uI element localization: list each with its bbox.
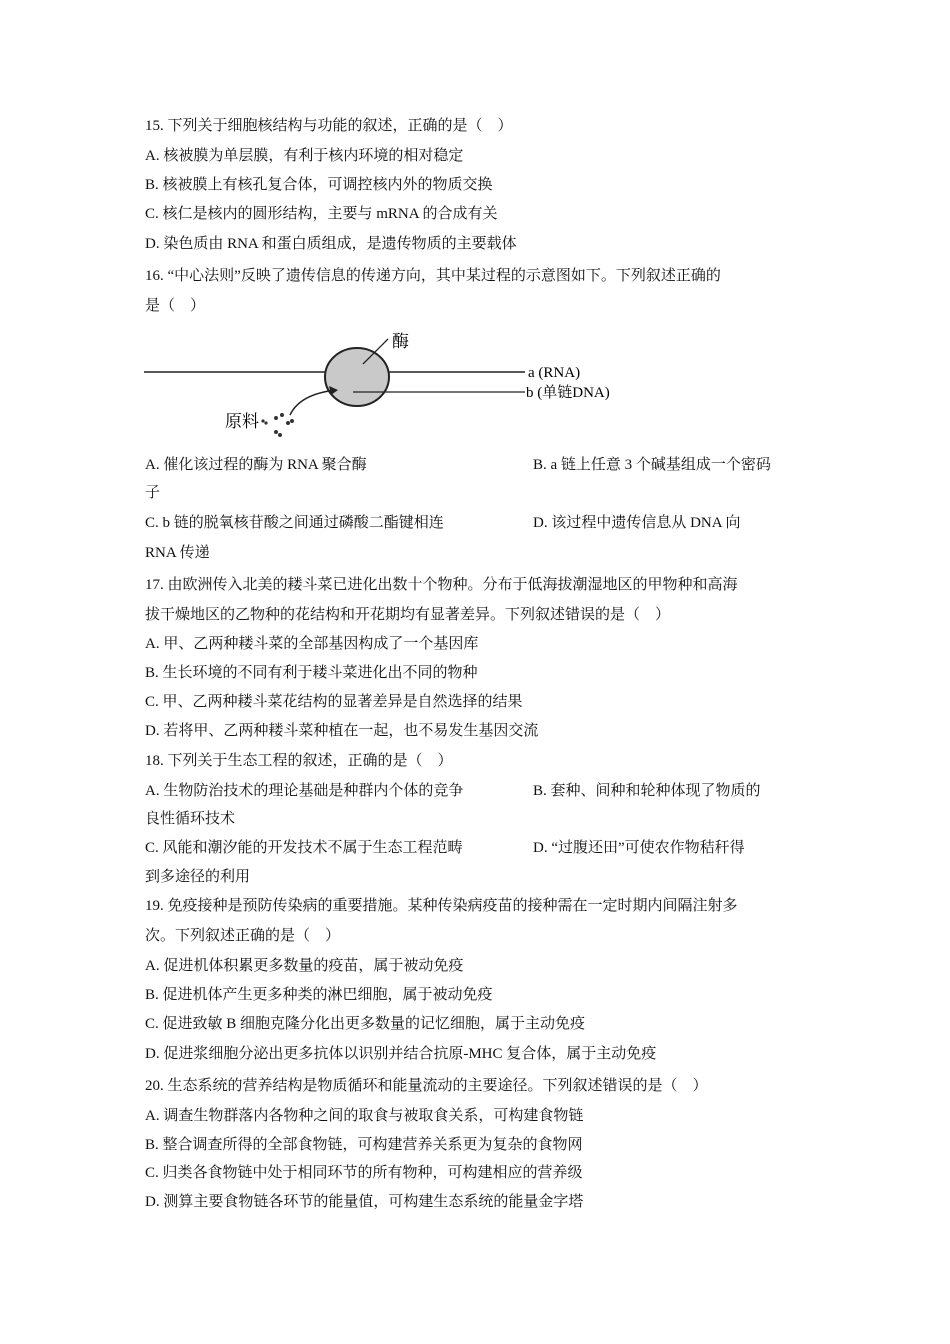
enzyme-label: 酶 — [392, 332, 409, 351]
option-d: D. “过腹还田”可使农作物秸秆得 — [533, 840, 745, 856]
option-a: A. 甲、乙两种耧斗菜的全部基因构成了一个基因库 — [145, 636, 479, 652]
question-stem: 18. 下列关于生态工程的叙述，正确的是（ ） — [145, 753, 453, 769]
option-a: A. 促进机体积累更多数量的疫苗，属于被动免疫 — [145, 958, 464, 974]
option-b: B. 整合调查所得的全部食物链，可构建营养关系更为复杂的食物网 — [145, 1137, 583, 1153]
option-d: D. 测算主要食物链各环节的能量值，可构建生态系统的能量金字塔 — [145, 1194, 584, 1210]
strand-b-label: b (单链DNA) — [526, 385, 610, 401]
material-label: 原料 — [225, 412, 259, 431]
option-c: C. 核仁是核内的圆形结构，主要与 mRNA 的合成有关 — [145, 206, 498, 222]
question-stem-cont: 是（ ） — [145, 298, 206, 314]
transcription-diagram — [140, 322, 640, 447]
question-stem: 20. 生态系统的营养结构是物质循环和能量流动的主要途径。下列叙述错误的是（ ） — [145, 1078, 708, 1094]
question-stem: 19. 免疫接种是预防传染病的重要措施。某种传染病疫苗的接种需在一定时期内间隔注射多 — [145, 898, 738, 914]
option-b-cont: 良性循环技术 — [145, 811, 236, 827]
option-c: C. b 链的脱氧核苷酸之间通过磷酸二酯键相连 — [145, 515, 444, 531]
question-stem: 15. 下列关于细胞核结构与功能的叙述，正确的是（ ） — [145, 118, 513, 134]
option-c: C. 促进致敏 B 细胞克隆分化出更多数量的记忆细胞，属于主动免疫 — [145, 1016, 586, 1032]
option-c: C. 风能和潮汐能的开发技术不属于生态工程范畴 — [145, 840, 463, 856]
strand-a-label: a (RNA) — [528, 365, 581, 381]
option-a: A. 调查生物群落内各物种之间的取食与被取食关系，可构建食物链 — [145, 1108, 584, 1124]
question-stem-cont: 次。下列叙述正确的是（ ） — [145, 928, 341, 944]
option-b: B. 生长环境的不同有利于耧斗菜进化出不同的物种 — [145, 665, 478, 681]
option-a: A. 催化该过程的酶为 RNA 聚合酶 — [145, 457, 367, 473]
option-c: C. 归类各食物链中处于相同环节的所有物种，可构建相应的营养级 — [145, 1165, 583, 1181]
option-b: B. 核被膜上有核孔复合体，可调控核内外的物质交换 — [145, 177, 493, 193]
option-d-cont: RNA 传递 — [145, 545, 210, 561]
question-stem: 16. “中心法则”反映了遗传信息的传递方向，其中某过程的示意图如下。下列叙述正确的 — [145, 268, 721, 284]
option-b: B. a 链上任意 3 个碱基组成一个密码 — [533, 457, 771, 473]
option-b-cont: 子 — [145, 485, 161, 501]
option-d: D. 促进浆细胞分泌出更多抗体以识别并结合抗原-MHC 复合体，属于主动免疫 — [145, 1046, 657, 1062]
option-d: D. 染色质由 RNA 和蛋白质组成，是遗传物质的主要载体 — [145, 236, 517, 252]
option-a: A. 核被膜为单层膜，有利于核内环境的相对稳定 — [145, 148, 464, 164]
option-a: A. 生物防治技术的理论基础是种群内个体的竞争 — [145, 783, 464, 799]
question-stem: 17. 由欧洲传入北美的耧斗菜已进化出数十个物种。分布于低海拔潮湿地区的甲物种和高海 — [145, 577, 738, 593]
question-stem-cont: 拔干燥地区的乙物种的花结构和开花期均有显著差异。下列叙述错误的是（ ） — [145, 607, 671, 623]
option-c: C. 甲、乙两种耧斗菜花结构的显著差异是自然选择的结果 — [145, 694, 523, 710]
option-d-cont: 到多途径的利用 — [145, 869, 251, 885]
option-b: B. 套种、间种和轮种体现了物质的 — [533, 783, 761, 799]
option-d: D. 若将甲、乙两种耧斗菜种植在一起，也不易发生基因交流 — [145, 723, 539, 739]
option-d: D. 该过程中遗传信息从 DNA 向 — [533, 515, 741, 531]
option-b: B. 促进机体产生更多种类的淋巴细胞，属于被动免疫 — [145, 987, 493, 1003]
